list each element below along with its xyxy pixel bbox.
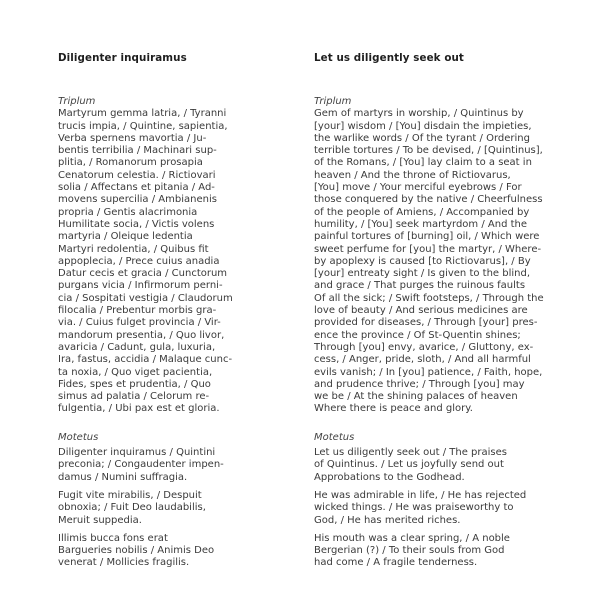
text-line: Gem of martyrs in worship, / Quintinus by xyxy=(314,108,524,120)
text-line: Ira, fastus, accidia / Malaque cunc- xyxy=(58,354,233,366)
english-triplum-label: Triplum xyxy=(314,96,352,107)
text-line: Illimis bucca fons erat xyxy=(58,532,168,544)
text-line: Meruit suppedia. xyxy=(58,514,142,526)
text-line: heaven / And the throne of Rictiovarus, xyxy=(314,169,511,181)
text-line: Of all the sick; / Swift footsteps, / Through the xyxy=(314,292,544,304)
text-line: appoplecia, / Prece cuius anadia xyxy=(58,255,220,267)
text-line: Martyrum gemma latria, / Tyranni xyxy=(58,108,227,120)
latin-column xyxy=(58,52,290,570)
english-triplum-text xyxy=(314,108,554,415)
text-line: Verba spernens mavortia / Ju- xyxy=(58,132,207,144)
text-line: painful tortures of [burning] oil, / Which were xyxy=(314,231,540,243)
text-line: ta noxia, / Quo viget pacientia, xyxy=(58,366,213,378)
text-line: Bergerian (?) / To their souls from God xyxy=(314,545,505,557)
text-line: those conquered by the native / Cheerfulness xyxy=(314,194,543,206)
text-line: we be / At the shining palaces of heaven xyxy=(314,391,518,403)
text-line: bentis terribilia / Machinari sup- xyxy=(58,145,217,157)
text-line: Cenatorum celestia. / Rictiovari xyxy=(58,169,216,181)
text-line: cia / Sospitati vestigia / Claudorum xyxy=(58,292,233,304)
english-heading: Let us diligently seek out xyxy=(314,52,464,64)
text-line: Through [you] envy, avarice, / Gluttony, ex- xyxy=(314,341,534,353)
text-line: damus / Numini suffragia. xyxy=(58,471,188,483)
text-line: [You] move / Your merciful eyebrows / For xyxy=(314,182,522,194)
text-line: preconia; / Congaudenter impen- xyxy=(58,459,224,471)
text-line: of Quintinus. / Let us joyfully send out xyxy=(314,459,504,471)
text-line: trucis impia, / Quintine, sapientia, xyxy=(58,120,228,132)
english-column xyxy=(314,52,554,570)
text-line: Where there is peace and glory. xyxy=(314,403,473,415)
text-line: [your] entreaty sight / Is given to the blind, xyxy=(314,268,531,280)
text-line: His mouth was a clear spring, / A noble xyxy=(314,532,510,544)
text-line: sweet perfume for [you] the martyr, / Where- xyxy=(314,243,542,255)
text-line: had come / A fragile tenderness. xyxy=(314,557,478,569)
text-line: cess, / Anger, pride, sloth, / And all harmful xyxy=(314,354,531,366)
text-line: Fides, spes et prudentia, / Quo xyxy=(58,378,211,390)
text-line: He was admirable in life, / He has rejected xyxy=(314,489,527,501)
text-line: Approbations to the Godhead. xyxy=(314,471,465,483)
text-line: obnoxia; / Fuit Deo laudabilis, xyxy=(58,502,206,514)
text-line: movens supercilia / Ambianenis xyxy=(58,194,217,206)
text-line: of the Romans, / [You] lay claim to a seat in xyxy=(314,157,532,169)
text-line: wicked things. / He was praiseworthy to xyxy=(314,502,514,514)
text-line: and grace / That purges the ruinous faults xyxy=(314,280,526,292)
text-line: fulgentia, / Ubi pax est et gloria. xyxy=(58,403,220,415)
latin-triplum-text xyxy=(58,108,290,415)
text-line: Humilitate socia, / Victis volens xyxy=(58,218,215,230)
text-line: simus ad palatia / Celorum re- xyxy=(58,391,210,403)
text-line: plitia, / Romanorum prosapia xyxy=(58,157,203,169)
latin-triplum-label: Triplum xyxy=(58,96,96,107)
text-line: terrible tortures / To be devised, / [Quintinus], xyxy=(314,145,543,157)
english-motetus-text xyxy=(314,447,554,570)
text-line: via. / Cuius fulget provincia / Vir- xyxy=(58,317,221,329)
text-line: Martyri redolentia, / Quibus fit xyxy=(58,243,209,255)
text-line: of the people of Amiens, / Accompanied by xyxy=(314,206,530,218)
text-line: the warlike words / Of the tyrant / Ordering xyxy=(314,132,530,144)
text-line: ence the province / Of St-Quentin shines; xyxy=(314,329,521,341)
text-line: Bargueries nobilis / Animis Deo xyxy=(58,545,215,557)
text-line: martyria / Oleique ledentia xyxy=(58,231,193,243)
text-line: [your] wisdom / [You] disdain the impieties, xyxy=(314,120,532,132)
text-line: Fugit vite mirabilis, / Despuit xyxy=(58,489,202,501)
latin-heading: Diligenter inquiramus xyxy=(58,52,187,64)
text-line: and prudence thrive; / Through [you] may xyxy=(314,378,525,390)
text-line: mandorum presentia, / Quo livor, xyxy=(58,329,225,341)
text-line: provided for diseases, / Through [your] pres- xyxy=(314,317,538,329)
text-line: God, / He has merited riches. xyxy=(314,514,461,526)
text-line: venerat / Mollicies fragilis. xyxy=(58,557,190,569)
text-line: evils vanish; / In [you] patience, / Faith, hope, xyxy=(314,366,543,378)
text-line: purgans vicia / Infirmorum perni- xyxy=(58,280,223,292)
text-line: filocalia / Prebentur morbis gra- xyxy=(58,305,217,317)
text-line: humility, / [You] seek martyrdom / And the xyxy=(314,218,528,230)
latin-motetus-label: Motetus xyxy=(58,431,99,443)
text-line: solia / Affectans et pitania / Ad- xyxy=(58,182,215,194)
text-line: propria / Gentis alacrimonia xyxy=(58,206,198,218)
english-motetus-label: Motetus xyxy=(314,431,355,443)
text-line: Datur cecis et gracia / Cunctorum xyxy=(58,268,228,280)
text-line: by apoplexy is caused [to Rictiovarus], / By xyxy=(314,255,531,267)
text-line: Diligenter inquiramus / Quintini xyxy=(58,447,216,459)
latin-motetus-text xyxy=(58,447,290,570)
text-line: Let us diligently seek out / The praises xyxy=(314,447,507,459)
text-line: love of beauty / And serious medicines are xyxy=(314,305,528,317)
text-line: avaricia / Cadunt, gula, luxuria, xyxy=(58,341,216,353)
